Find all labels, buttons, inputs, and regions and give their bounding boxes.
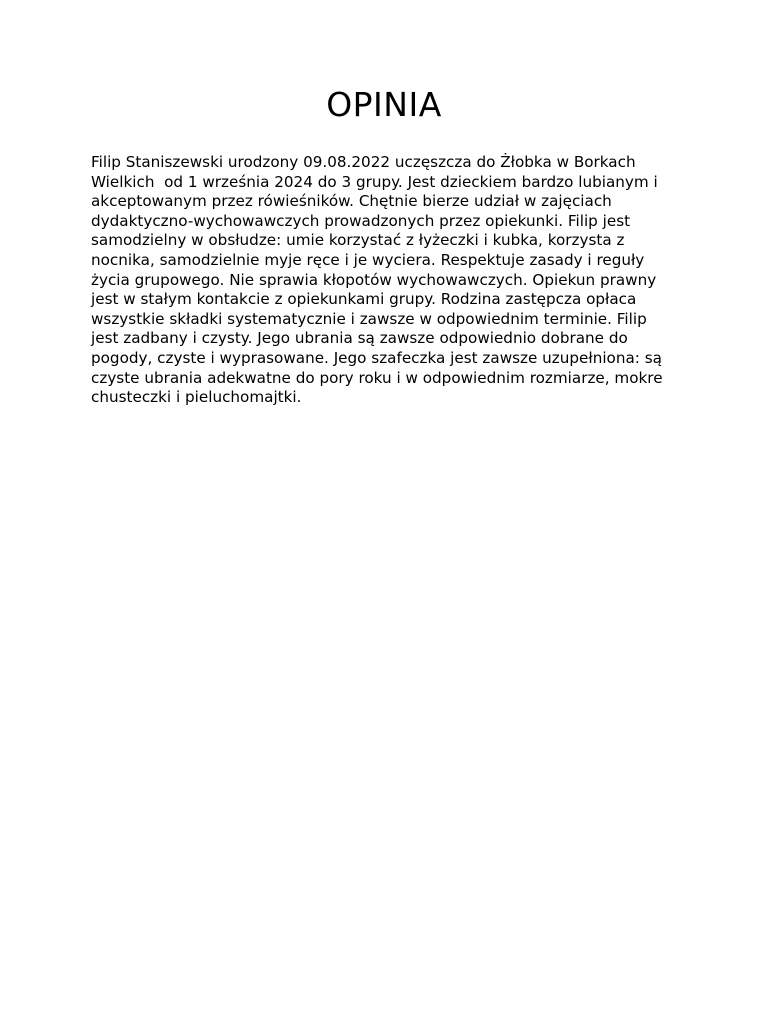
body-line: wszystkie składki systematycznie i zawsze w odpowiednim terminie. Filip — [91, 309, 647, 328]
body-line: chusteczki i pieluchomajtki. — [91, 388, 302, 407]
body-line: nocnika, samodzielnie myje ręce i je wyciera. Respektuje zasady i reguły — [91, 250, 645, 269]
body-line: jest zadbany i czysty. Jego ubrania są zawsze odpowiednio dobrane do — [91, 329, 628, 348]
body-line: pogody, czyste i wyprasowane. Jego szafeczka jest zawsze uzupełniona: są — [91, 348, 662, 367]
document-title: OPINIA — [326, 85, 442, 124]
body-line: Filip Staniszewski urodzony 09.08.2022 uczęszcza do Żłobka w Borkach — [91, 153, 636, 171]
body-line: jest w stałym kontakcie z opiekunkami grupy. Rodzina zastępcza opłaca — [91, 290, 637, 309]
body-line: akceptowanym przez rówieśników. Chętnie bierze udział w zajęciach — [91, 192, 612, 211]
body-line: dydaktyczno-wychowawczych prowadzonych przez opiekunki. Filip jest — [91, 211, 631, 230]
document-body — [91, 153, 681, 408]
body-line: czyste ubrania adekwatne do pory roku i w odpowiednim rozmiarze, mokre — [91, 368, 663, 387]
body-line: samodzielny w obsłudze: umie korzystać z łyżeczki i kubka, korzysta z — [91, 231, 625, 250]
body-line: Wielkich od 1 września 2024 do 3 grupy. Jest dzieckiem bardzo lubianym i — [91, 172, 658, 191]
body-line: życia grupowego. Nie sprawia kłopotów wychowawczych. Opiekun prawny — [91, 270, 657, 289]
